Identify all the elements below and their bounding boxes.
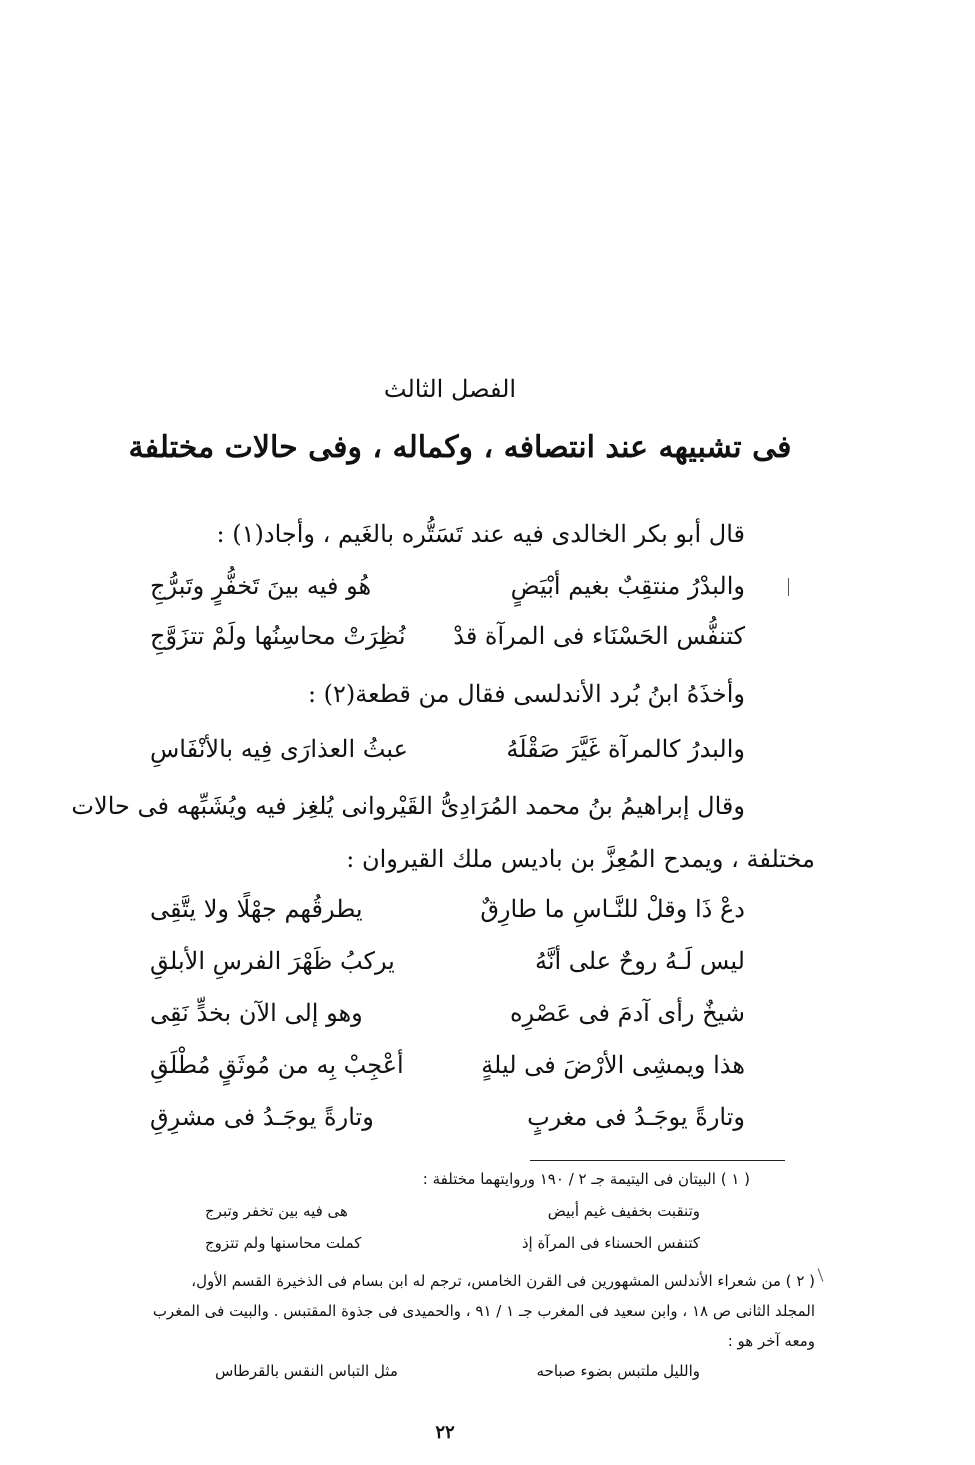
hemistich-first: دعْ ذَا وقلْ للنَّـاسِ ما طارِقٌ [480,895,745,923]
hemistich-second: عبثُ العذارَى فِيه بالأنْفَاسِ [150,735,408,763]
chapter-heading: الفصل الثالث [383,375,517,403]
intro-paragraph-3-line-2: مختلفة ، ويمدح المُعِزَّ بن باديس ملك القيروان : [346,845,815,873]
hemistich-second: هى فيه بين تخفر وتبرج [205,1202,348,1220]
intro-paragraph-1: قال أبو بكر الخالدى فيه عند تَسَتُّره بالغَيم ، وأجاد(١) : [216,520,745,548]
poem3-verse-1 [150,895,745,935]
poem3-verse-5 [150,1103,745,1143]
hemistich-first: كتنفُّس الحَسْنَاء فى المرآة قدْ [453,622,745,650]
footnote-2-verse [215,1362,700,1386]
hemistich-second: أعْجِبْ بِه من مُوثَقٍ مُطْلَقِ [150,1051,404,1079]
hemistich-second: وهو إلى الآن بخدٍّ نَقِى [150,999,363,1027]
poem3-verse-3 [150,999,745,1039]
footnote-1-verse-1 [205,1202,700,1226]
margin-mark [818,1268,824,1281]
hemistich-first: والبدْرُ منتقِبٌ بغيم أبْيَضٍ [510,572,745,600]
hemistich-second: هُو فيه بينَ تَخفُّرٍ وتَبرُّجِ [150,572,372,600]
hemistich-second: يركبُ ظَهْرَ الفرسِ الأبلقِ [150,947,395,975]
margin-mark [788,578,789,596]
footnote-2-line-3: ومعه آخر هو : [727,1332,815,1350]
hemistich-second: وتارةً يوجَـدُ فى مشرِقِ [150,1103,374,1131]
hemistich-first: ليس لَـهُ روحٌ على أنَّهُ [534,947,745,975]
hemistich-second: يطرقُهم جهْلًا ولا يتَّقِى [150,895,363,923]
section-title: فى تشبيهه عند انتصافه ، وكماله ، وفى حالات مختلفة [128,430,792,465]
footnote-separator [530,1160,785,1161]
footnote-1-verse-2 [205,1234,700,1258]
poem2-verse-1 [150,735,745,775]
hemistich-first: كتنفس الحسناء فى المرآة إذ [521,1234,700,1252]
footnote-2-line-2: المجلد الثانى ص ١٨ ، وابن سعيد فى المغرب جـ ١ / ٩١ ، والحميدى فى جذوة المقتبس . والبيت فى المغرب [152,1302,815,1320]
poem3-verse-4 [150,1051,745,1091]
intro-paragraph-3-line-1: وقال إبراهيمُ بنُ محمد المُرَادِىُّ القَيْروانى يُلغِز فيه ويُشَبِّهه فى حالات [71,792,745,820]
hemistich-second: مثل التباس النقس بالقرطاس [215,1362,398,1380]
footnote-2-line-1: ( ٢ ) من شعراء الأندلس المشهورين فى القرن الخامس، ترجم له ابن بسام فى الذخيرة القسم الأول، [191,1272,815,1290]
poem1-verse-2 [150,622,745,662]
hemistich-first: وتنقبت بخفيف غيم أبيض [547,1202,700,1220]
hemistich-first: هذا ويمشِى الأرْضَ فى ليلةٍ [481,1051,745,1079]
footnote-1-heading: ( ١ ) البيتان فى اليتيمة جـ ٢ / ١٩٠ وروايتهما مختلفة : [422,1170,750,1188]
hemistich-first: والبدرُ كالمرآة غَيَّرَ صَقْلَهُ [506,735,745,763]
poem1-verse-1 [150,572,745,612]
hemistich-second: نُظِرَتْ محاسِنُها ولَمْ تتزَوَّجِ [150,622,406,650]
intro-paragraph-2: وأخذَهُ ابنُ بُرد الأندلسى فقال من قطعة(٢) : [307,680,745,708]
page-number: ٢٢ [435,1422,455,1443]
hemistich-first: شيخٌ رأى آدمَ فى عَصْرِه [509,999,745,1027]
poem3-verse-2 [150,947,745,987]
hemistich-second: كملت محاسنها ولم تتزوج [205,1234,362,1252]
hemistich-first: والليل ملتبس بضوء صباحه [536,1362,700,1380]
hemistich-first: وتارةً يوجَـدُ فى مغربٍ [527,1103,745,1131]
